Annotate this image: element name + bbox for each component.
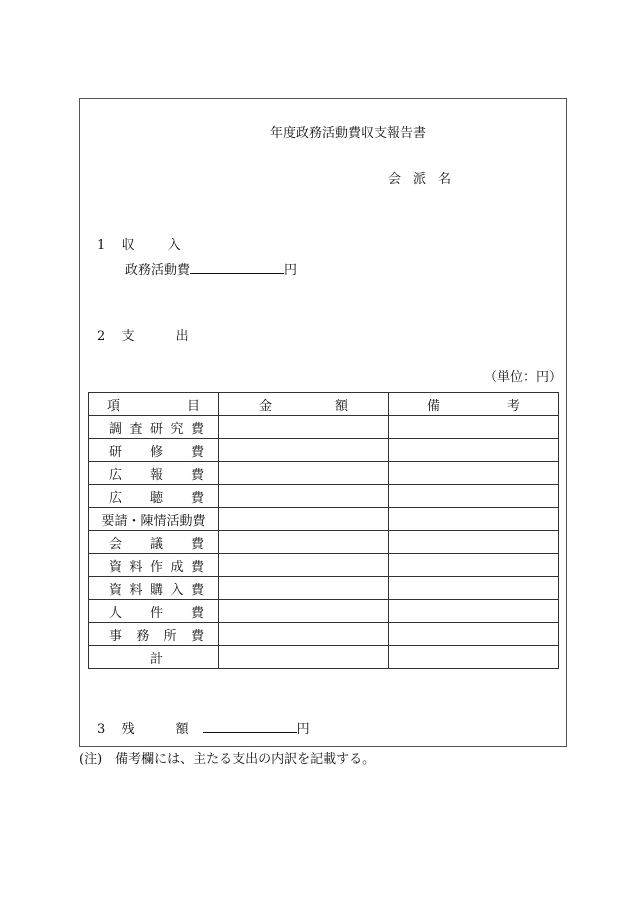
expense-row: [89, 600, 559, 623]
expense-amount-cell[interactable]: [219, 577, 389, 600]
income-section-heading: [97, 238, 191, 254]
expense-amount-cell[interactable]: [219, 508, 389, 531]
unit-note: （単位：円）: [484, 370, 563, 385]
expense-row: [89, 508, 559, 531]
expense-item-label: 広 報 費: [89, 462, 219, 485]
income-unit: 円: [284, 263, 298, 278]
expense-row: [89, 531, 559, 554]
income-item-label: 政務活動費: [125, 263, 191, 278]
expense-remarks-cell[interactable]: [389, 646, 559, 669]
expense-row: [89, 416, 559, 439]
expense-item-label: 広 聴 費: [89, 485, 219, 508]
balance-heading: 残 額: [121, 722, 203, 737]
expense-remarks-cell[interactable]: [389, 462, 559, 485]
balance-section: [97, 720, 310, 738]
expense-amount-cell[interactable]: [219, 485, 389, 508]
expense-remarks-cell[interactable]: [389, 600, 559, 623]
expense-row: [89, 554, 559, 577]
expense-table-header: [89, 393, 559, 416]
expense-item-label: 調 査 研 究 費: [89, 416, 219, 439]
expense-heading: 支 出: [121, 329, 203, 344]
expense-amount-cell[interactable]: [219, 600, 389, 623]
expense-item-label: 事 務 所 費: [89, 623, 219, 646]
expense-remarks-cell[interactable]: [389, 416, 559, 439]
expense-item-label: 会 議 費: [89, 531, 219, 554]
income-number: 1: [97, 238, 106, 253]
header-amount: 金 額: [219, 393, 389, 416]
report-title: 年度政務活動費収支報告書: [270, 126, 427, 141]
expense-item-label: 要請・陳情活動費: [89, 508, 219, 531]
expense-row: [89, 623, 559, 646]
expense-row: [89, 439, 559, 462]
expense-remarks-cell[interactable]: [389, 439, 559, 462]
balance-amount-field[interactable]: [203, 720, 297, 733]
balance-number: 3: [97, 722, 106, 737]
expense-number: 2: [97, 329, 106, 344]
kaiha-label: 会派名: [388, 172, 464, 187]
expense-item-label: 研 修 費: [89, 439, 219, 462]
income-amount-field[interactable]: [190, 261, 284, 274]
expense-amount-cell[interactable]: [219, 623, 389, 646]
income-heading: 収 入: [121, 238, 191, 253]
balance-unit: 円: [296, 722, 310, 737]
expense-remarks-cell[interactable]: [389, 554, 559, 577]
expense-row: [89, 462, 559, 485]
expense-amount-cell[interactable]: [219, 531, 389, 554]
expense-amount-cell[interactable]: [219, 416, 389, 439]
expense-table: [88, 392, 559, 669]
expense-item-label: 計: [89, 646, 219, 669]
header-remarks: 備 考: [389, 393, 559, 416]
expense-amount-cell[interactable]: [219, 462, 389, 485]
footnote: (注) 備考欄には、主たる支出の内訳を記載する。: [79, 752, 376, 767]
header-item: 項 目: [89, 393, 219, 416]
expense-remarks-cell[interactable]: [389, 577, 559, 600]
expense-remarks-cell[interactable]: [389, 623, 559, 646]
expense-remarks-cell[interactable]: [389, 508, 559, 531]
expense-amount-cell[interactable]: [219, 554, 389, 577]
expense-item-label: 資 料 購 入 費: [89, 577, 219, 600]
expense-amount-cell[interactable]: [219, 439, 389, 462]
expense-item-label: 人 件 費: [89, 600, 219, 623]
expense-section-heading: [97, 329, 203, 345]
income-item: [125, 261, 297, 279]
expense-row: [89, 577, 559, 600]
expense-amount-cell[interactable]: [219, 646, 389, 669]
expense-row: [89, 646, 559, 669]
expense-remarks-cell[interactable]: [389, 485, 559, 508]
expense-remarks-cell[interactable]: [389, 531, 559, 554]
expense-item-label: 資 料 作 成 費: [89, 554, 219, 577]
expense-row: [89, 485, 559, 508]
